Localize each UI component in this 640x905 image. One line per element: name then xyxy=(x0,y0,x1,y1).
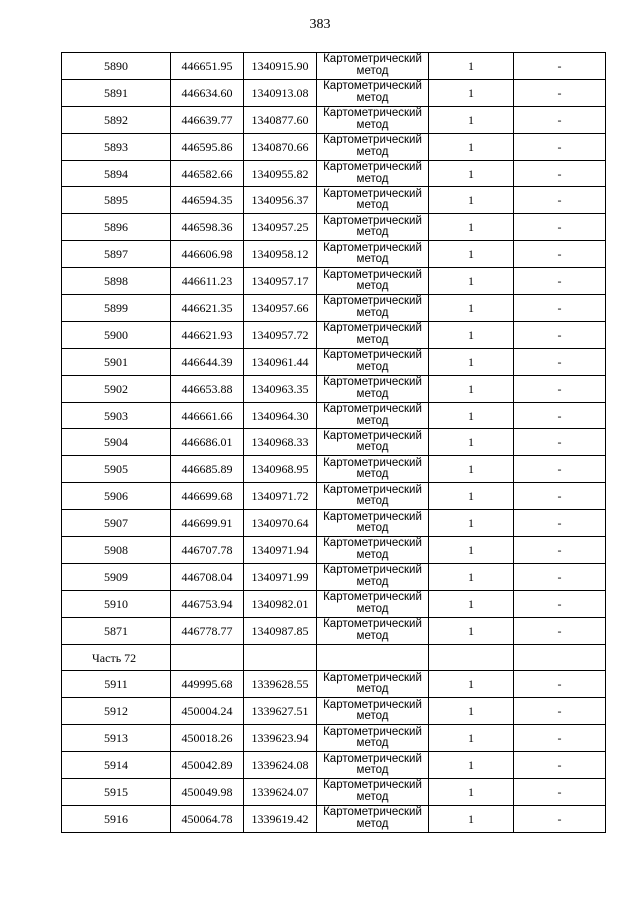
method-cell xyxy=(317,348,429,375)
point-number: 5913 xyxy=(62,725,171,752)
coord-y: 1340971.72 xyxy=(244,483,317,510)
coord-x: 446606.98 xyxy=(171,241,244,268)
coord-y: 1339623.94 xyxy=(244,725,317,752)
accuracy-value: 1 xyxy=(429,348,514,375)
method-cell xyxy=(317,160,429,187)
dash-value: - xyxy=(514,106,606,133)
point-number: 5914 xyxy=(62,752,171,779)
coord-y: 1340961.44 xyxy=(244,348,317,375)
dash-value: - xyxy=(514,321,606,348)
point-number: 5908 xyxy=(62,537,171,564)
coord-y: 1340982.01 xyxy=(244,590,317,617)
coord-y: 1340957.17 xyxy=(244,268,317,295)
method-line-1: Картометрический xyxy=(323,456,422,469)
coord-y: 1340971.94 xyxy=(244,537,317,564)
point-number: 5905 xyxy=(62,456,171,483)
method-cell xyxy=(317,402,429,429)
table-row xyxy=(62,295,606,322)
dash-value: - xyxy=(514,725,606,752)
dash-value: - xyxy=(514,698,606,725)
accuracy-value: 1 xyxy=(429,617,514,644)
coord-x: 446753.94 xyxy=(171,590,244,617)
method-cell xyxy=(317,698,429,725)
coord-x: 450004.24 xyxy=(171,698,244,725)
dash-value: - xyxy=(514,268,606,295)
coord-x: 446621.35 xyxy=(171,295,244,322)
point-number: 5891 xyxy=(62,79,171,106)
method-line-2: метод xyxy=(356,172,389,185)
dash-value: - xyxy=(514,510,606,537)
accuracy-value: 1 xyxy=(429,805,514,832)
method-line-1: Картометрический xyxy=(323,134,422,147)
coord-x: 446611.23 xyxy=(171,268,244,295)
point-number: 5901 xyxy=(62,348,171,375)
coord-y: 1339628.55 xyxy=(244,671,317,698)
method-line-1: Картометрический xyxy=(323,403,422,416)
coord-y: 1340958.12 xyxy=(244,241,317,268)
method-cell xyxy=(317,483,429,510)
accuracy-value: 1 xyxy=(429,483,514,510)
coord-y: 1340957.25 xyxy=(244,214,317,241)
point-number: 5916 xyxy=(62,805,171,832)
coord-x: 446651.95 xyxy=(171,53,244,80)
method-line-1: Картометрический xyxy=(323,107,422,120)
method-cell xyxy=(317,537,429,564)
method-line-2: метод xyxy=(356,253,389,266)
coord-y: 1340956.37 xyxy=(244,187,317,214)
point-number: 5893 xyxy=(62,133,171,160)
table-row xyxy=(62,241,606,268)
point-number: 5896 xyxy=(62,214,171,241)
method-line-1: Картометрический xyxy=(323,591,422,604)
method-line-1: Картометрический xyxy=(323,376,422,389)
method-cell xyxy=(317,321,429,348)
dash-value: - xyxy=(514,79,606,106)
table-row xyxy=(62,214,606,241)
dash-value: - xyxy=(514,241,606,268)
dash-value: - xyxy=(514,53,606,80)
coord-y: 1340964.30 xyxy=(244,402,317,429)
dash-value: - xyxy=(514,133,606,160)
table-row xyxy=(62,483,606,510)
coord-x: 446708.04 xyxy=(171,563,244,590)
coord-x: 446595.86 xyxy=(171,133,244,160)
method-line-1: Картометрический xyxy=(323,80,422,93)
empty-cell xyxy=(171,644,244,671)
table-row xyxy=(62,537,606,564)
accuracy-value: 1 xyxy=(429,295,514,322)
dash-value: - xyxy=(514,779,606,806)
accuracy-value: 1 xyxy=(429,106,514,133)
point-number: 5909 xyxy=(62,563,171,590)
method-cell xyxy=(317,510,429,537)
coord-x: 446653.88 xyxy=(171,375,244,402)
coord-y: 1340987.85 xyxy=(244,617,317,644)
accuracy-value: 1 xyxy=(429,268,514,295)
coord-y: 1340957.66 xyxy=(244,295,317,322)
method-line-2: метод xyxy=(356,280,389,293)
table-row xyxy=(62,402,606,429)
coordinates-table-body xyxy=(62,53,606,833)
accuracy-value: 1 xyxy=(429,79,514,106)
method-line-2: метод xyxy=(356,602,389,615)
empty-cell xyxy=(514,644,606,671)
dash-value: - xyxy=(514,671,606,698)
method-line-2: метод xyxy=(356,333,389,346)
coord-x: 446639.77 xyxy=(171,106,244,133)
method-line-2: метод xyxy=(356,468,389,481)
method-line-2: метод xyxy=(356,575,389,588)
method-line-2: метод xyxy=(356,737,389,750)
method-line-1: Картометрический xyxy=(323,161,422,173)
coord-x: 446707.78 xyxy=(171,537,244,564)
point-number: 5900 xyxy=(62,321,171,348)
method-cell xyxy=(317,268,429,295)
accuracy-value: 1 xyxy=(429,779,514,806)
method-line-2: метод xyxy=(356,764,389,777)
coord-x: 450018.26 xyxy=(171,725,244,752)
method-cell xyxy=(317,429,429,456)
method-line-1: Картометрический xyxy=(323,214,422,227)
point-number: 5897 xyxy=(62,241,171,268)
table-row xyxy=(62,375,606,402)
coord-x: 446644.39 xyxy=(171,348,244,375)
coord-x: 450064.78 xyxy=(171,805,244,832)
dash-value: - xyxy=(514,375,606,402)
method-line-2: метод xyxy=(356,360,389,373)
method-line-2: метод xyxy=(356,495,389,508)
method-line-1: Картометрический xyxy=(323,349,422,362)
method-line-2: метод xyxy=(356,683,389,696)
method-line-2: метод xyxy=(356,441,389,454)
method-cell xyxy=(317,106,429,133)
method-line-2: метод xyxy=(356,522,389,535)
method-cell xyxy=(317,456,429,483)
coord-x: 446598.36 xyxy=(171,214,244,241)
coord-y: 1340870.66 xyxy=(244,133,317,160)
coord-x: 446621.93 xyxy=(171,321,244,348)
table-row xyxy=(62,510,606,537)
method-line-1: Картометрический xyxy=(323,429,422,442)
coord-y: 1340915.90 xyxy=(244,53,317,80)
method-cell xyxy=(317,187,429,214)
table-row xyxy=(62,698,606,725)
accuracy-value: 1 xyxy=(429,725,514,752)
accuracy-value: 1 xyxy=(429,429,514,456)
coord-y: 1340971.99 xyxy=(244,563,317,590)
point-number: 5890 xyxy=(62,53,171,80)
dash-value: - xyxy=(514,483,606,510)
dash-value: - xyxy=(514,429,606,456)
point-number: 5906 xyxy=(62,483,171,510)
page-number: 383 xyxy=(309,17,331,32)
method-line-1: Картометрический xyxy=(323,806,422,819)
table-row xyxy=(62,348,606,375)
accuracy-value: 1 xyxy=(429,752,514,779)
method-cell xyxy=(317,133,429,160)
coord-y: 1340955.82 xyxy=(244,160,317,187)
table-row xyxy=(62,779,606,806)
accuracy-value: 1 xyxy=(429,321,514,348)
coord-x: 446685.89 xyxy=(171,456,244,483)
method-line-1: Картометрический xyxy=(323,241,422,254)
point-number: 5903 xyxy=(62,402,171,429)
dash-value: - xyxy=(514,348,606,375)
empty-cell xyxy=(317,644,429,671)
table-row xyxy=(62,187,606,214)
dash-value: - xyxy=(514,187,606,214)
coord-y: 1340913.08 xyxy=(244,79,317,106)
table-row xyxy=(62,590,606,617)
point-number: 5898 xyxy=(62,268,171,295)
coord-x: 446699.68 xyxy=(171,483,244,510)
point-number: 5894 xyxy=(62,160,171,187)
method-cell xyxy=(317,53,429,80)
point-number: 5892 xyxy=(62,106,171,133)
dash-value: - xyxy=(514,752,606,779)
point-number: 5907 xyxy=(62,510,171,537)
method-cell xyxy=(317,295,429,322)
accuracy-value: 1 xyxy=(429,402,514,429)
method-line-1: Картометрический xyxy=(323,322,422,335)
table-row xyxy=(62,268,606,295)
method-cell xyxy=(317,79,429,106)
method-line-2: метод xyxy=(356,414,389,427)
table-row xyxy=(62,429,606,456)
method-line-1: Картометрический xyxy=(323,483,422,496)
table-row xyxy=(62,456,606,483)
method-cell xyxy=(317,779,429,806)
coord-y: 1340970.64 xyxy=(244,510,317,537)
section-row xyxy=(62,644,606,671)
method-line-1: Картометрический xyxy=(323,510,422,523)
dash-value: - xyxy=(514,617,606,644)
coordinates-table xyxy=(61,52,606,833)
table-row xyxy=(62,79,606,106)
dash-value: - xyxy=(514,590,606,617)
coord-x: 450042.89 xyxy=(171,752,244,779)
method-line-1: Картометрический xyxy=(323,752,422,765)
coord-y: 1339624.07 xyxy=(244,779,317,806)
method-line-1: Картометрический xyxy=(323,725,422,738)
method-line-2: метод xyxy=(356,790,389,803)
dash-value: - xyxy=(514,537,606,564)
accuracy-value: 1 xyxy=(429,590,514,617)
point-number: 5915 xyxy=(62,779,171,806)
method-cell xyxy=(317,590,429,617)
point-number: 5912 xyxy=(62,698,171,725)
method-line-2: метод xyxy=(356,226,389,239)
coord-y: 1340957.72 xyxy=(244,321,317,348)
method-line-1: Картометрический xyxy=(323,618,422,631)
coord-x: 446634.60 xyxy=(171,79,244,106)
method-line-1: Картометрический xyxy=(323,564,422,577)
dash-value: - xyxy=(514,160,606,187)
coord-x: 446661.66 xyxy=(171,402,244,429)
method-cell xyxy=(317,375,429,402)
point-number: 5871 xyxy=(62,617,171,644)
method-line-2: метод xyxy=(356,817,389,830)
accuracy-value: 1 xyxy=(429,241,514,268)
point-number: 5899 xyxy=(62,295,171,322)
point-number: 5895 xyxy=(62,187,171,214)
accuracy-value: 1 xyxy=(429,698,514,725)
table-row xyxy=(62,133,606,160)
table-row xyxy=(62,725,606,752)
table-row xyxy=(62,106,606,133)
table-row xyxy=(62,617,606,644)
method-line-1: Картометрический xyxy=(323,187,422,200)
table-row xyxy=(62,752,606,779)
method-cell xyxy=(317,214,429,241)
method-line-2: метод xyxy=(356,199,389,212)
method-line-2: метод xyxy=(356,91,389,104)
accuracy-value: 1 xyxy=(429,53,514,80)
method-line-1: Картометрический xyxy=(323,268,422,281)
coord-x: 446778.77 xyxy=(171,617,244,644)
coord-x: 446582.66 xyxy=(171,160,244,187)
coord-y: 1340877.60 xyxy=(244,106,317,133)
table-row xyxy=(62,160,606,187)
method-line-2: метод xyxy=(356,387,389,400)
coord-y: 1339624.08 xyxy=(244,752,317,779)
accuracy-value: 1 xyxy=(429,214,514,241)
point-number: 5902 xyxy=(62,375,171,402)
method-line-1: Картометрический xyxy=(323,779,422,792)
method-cell xyxy=(317,563,429,590)
method-line-2: метод xyxy=(356,710,389,723)
coord-x: 446594.35 xyxy=(171,187,244,214)
coord-y: 1340963.35 xyxy=(244,375,317,402)
method-cell xyxy=(317,725,429,752)
accuracy-value: 1 xyxy=(429,456,514,483)
accuracy-value: 1 xyxy=(429,160,514,187)
coord-y: 1340968.33 xyxy=(244,429,317,456)
method-line-2: метод xyxy=(356,629,389,642)
method-line-1: Картометрический xyxy=(323,671,422,684)
empty-cell xyxy=(244,644,317,671)
method-line-2: метод xyxy=(356,306,389,319)
table-row xyxy=(62,563,606,590)
method-cell xyxy=(317,805,429,832)
coord-x: 446699.91 xyxy=(171,510,244,537)
accuracy-value: 1 xyxy=(429,187,514,214)
method-line-1: Картометрический xyxy=(323,537,422,550)
accuracy-value: 1 xyxy=(429,510,514,537)
coord-x: 449995.68 xyxy=(171,671,244,698)
coord-x: 446686.01 xyxy=(171,429,244,456)
method-cell xyxy=(317,752,429,779)
method-line-2: метод xyxy=(356,145,389,158)
dash-value: - xyxy=(514,214,606,241)
table-row xyxy=(62,53,606,80)
method-line-1: Картометрический xyxy=(323,698,422,711)
method-line-2: метод xyxy=(356,64,389,77)
accuracy-value: 1 xyxy=(429,563,514,590)
method-cell xyxy=(317,241,429,268)
dash-value: - xyxy=(514,805,606,832)
coord-x: 450049.98 xyxy=(171,779,244,806)
dash-value: - xyxy=(514,456,606,483)
method-line-2: метод xyxy=(356,548,389,561)
section-label: Часть 72 xyxy=(62,644,171,671)
coord-y: 1339627.51 xyxy=(244,698,317,725)
dash-value: - xyxy=(514,563,606,590)
table-row xyxy=(62,805,606,832)
method-cell xyxy=(317,617,429,644)
dash-value: - xyxy=(514,402,606,429)
point-number: 5910 xyxy=(62,590,171,617)
empty-cell xyxy=(429,644,514,671)
coord-y: 1339619.42 xyxy=(244,805,317,832)
table-row xyxy=(62,321,606,348)
point-number: 5904 xyxy=(62,429,171,456)
method-line-1: Картометрический xyxy=(323,295,422,308)
coord-y: 1340968.95 xyxy=(244,456,317,483)
method-cell xyxy=(317,671,429,698)
accuracy-value: 1 xyxy=(429,375,514,402)
method-line-2: метод xyxy=(356,118,389,131)
accuracy-value: 1 xyxy=(429,537,514,564)
dash-value: - xyxy=(514,295,606,322)
method-line-1: Картометрический xyxy=(323,53,422,66)
accuracy-value: 1 xyxy=(429,671,514,698)
accuracy-value: 1 xyxy=(429,133,514,160)
point-number: 5911 xyxy=(62,671,171,698)
table-row xyxy=(62,671,606,698)
